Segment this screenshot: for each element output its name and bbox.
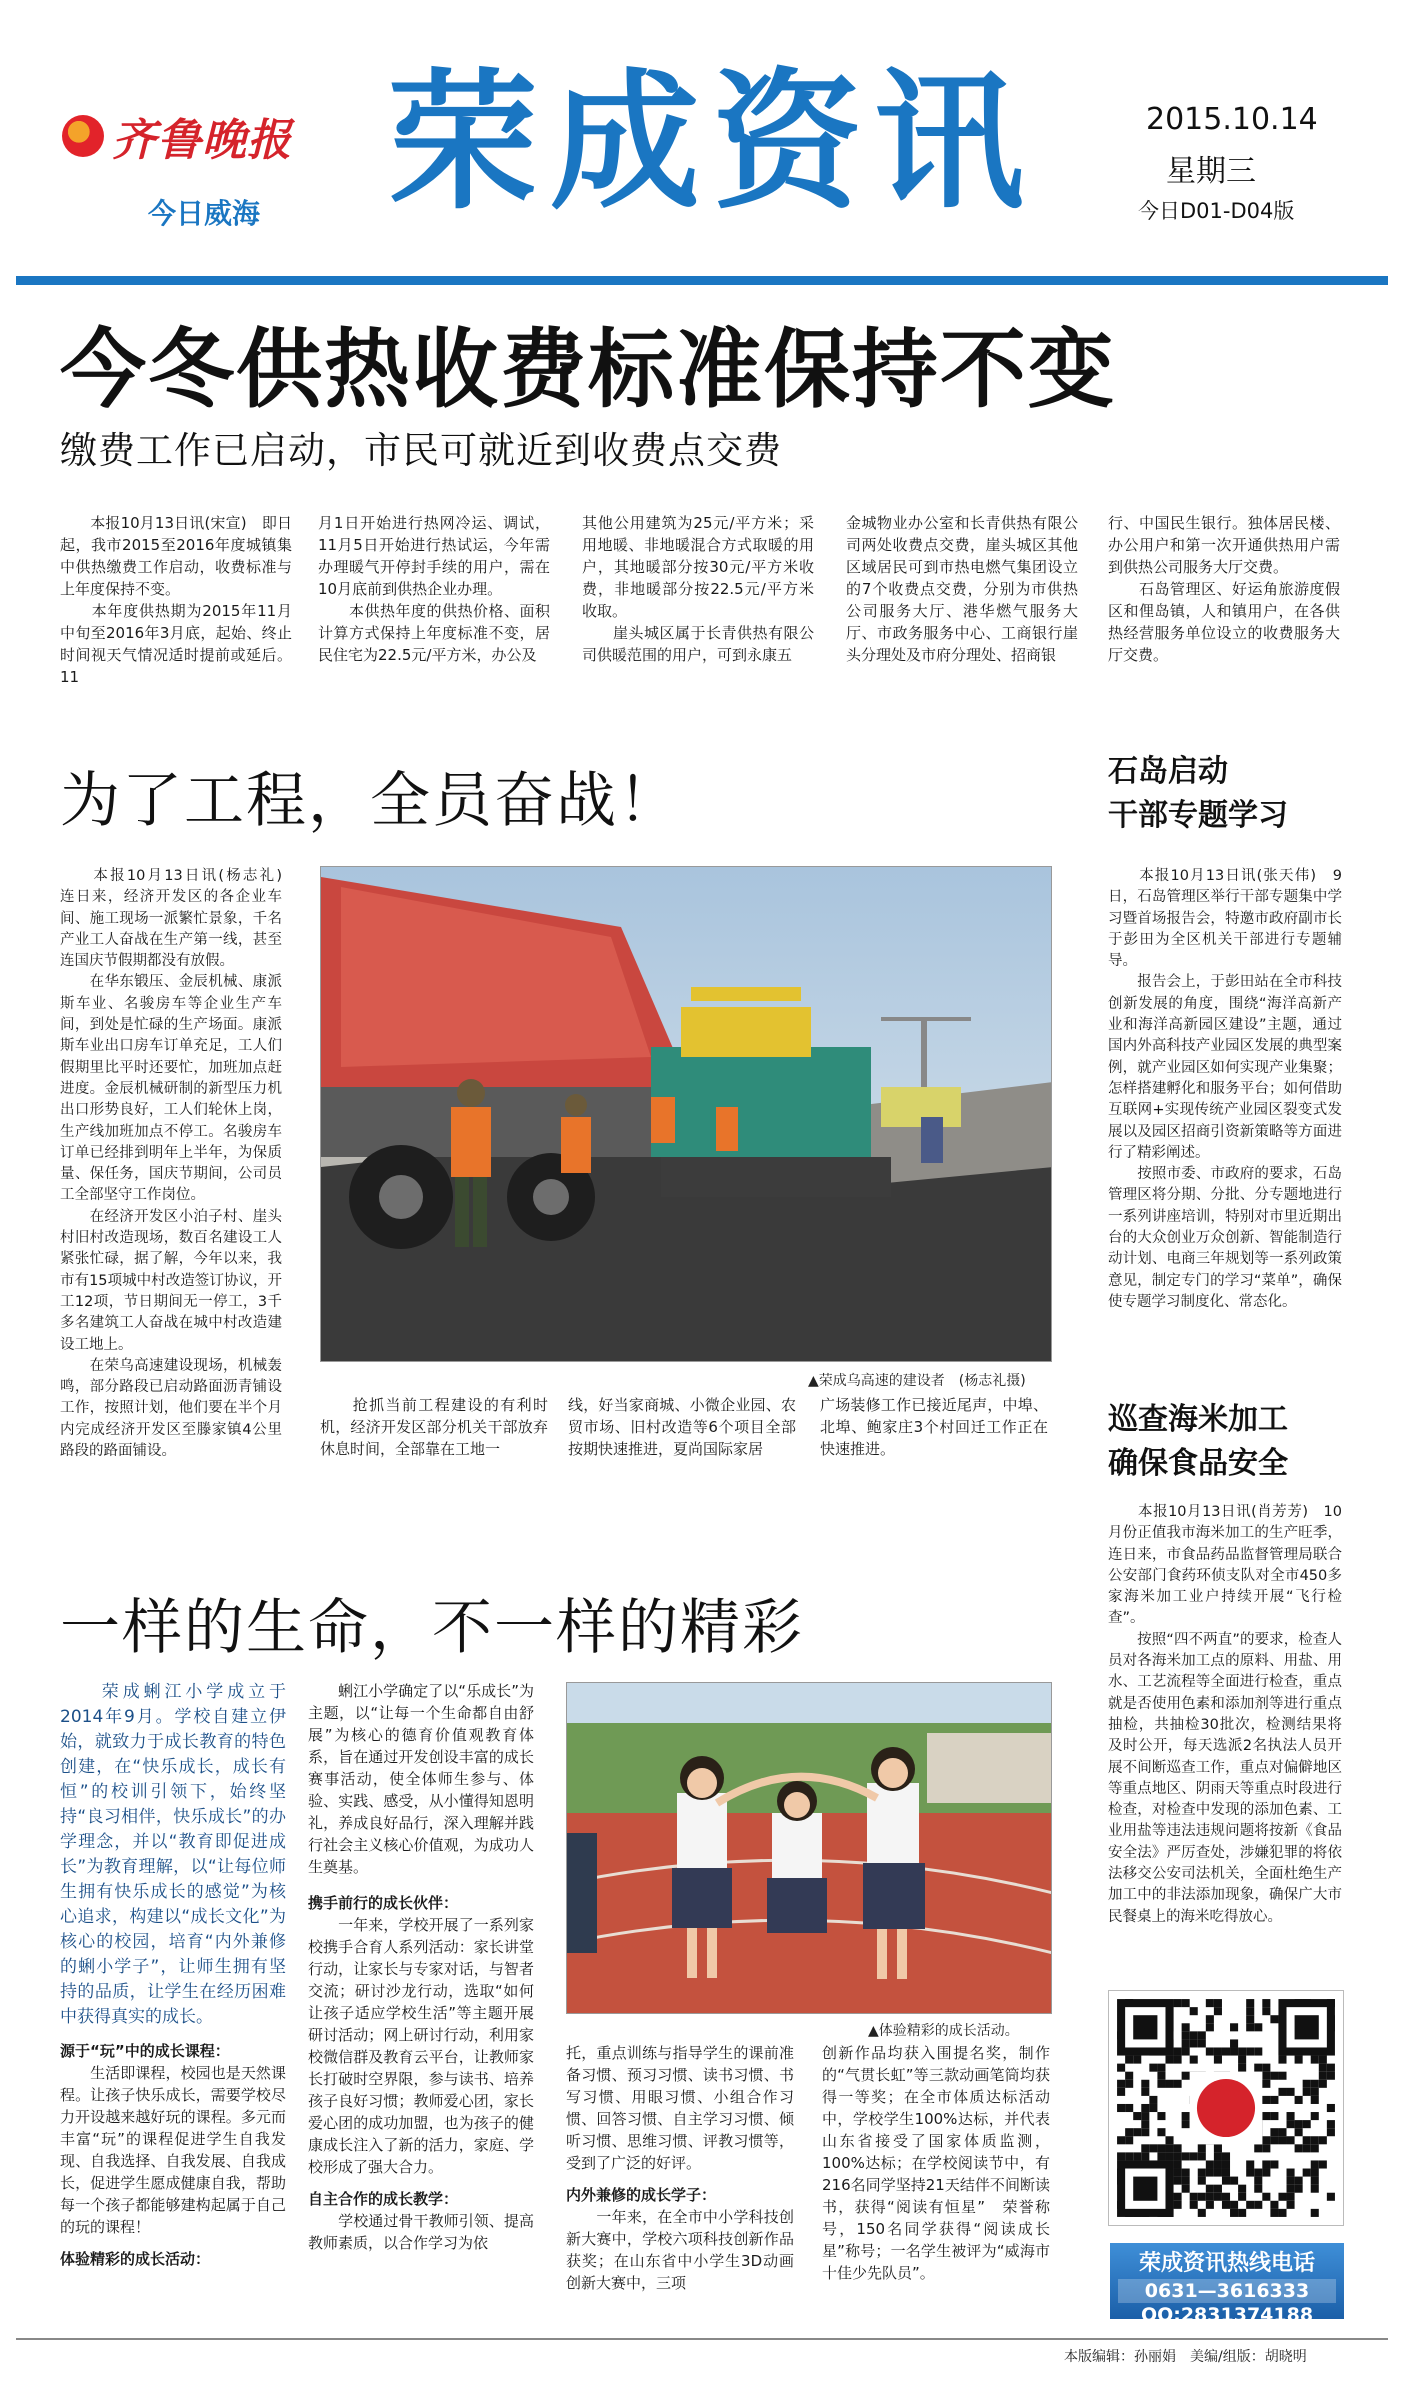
story3-photo-caption: ▲体验精彩的成长活动。 (868, 2023, 1019, 2039)
story3-sub1-title: 源于“玩”中的成长课程： (60, 2042, 230, 2060)
story3-intro: 荣成蜊江小学成立于2014年9月。学校自建立伊始，就致力于成长教育的特色创建，在“快乐成长，成长有恒”的校训引领下，始终坚持“良习相伴，快乐成长”的办学理念，并以“教育即促进成长”为教育理解，以“让每位师生拥有快乐成长的感觉”为核心追求，构建以“成长文化”为核心的校园，培育“内外兼修的蜊小学子”，让师生拥有坚持的品质，让学生在经历困难中获得真实的成长。 (60, 1682, 286, 2027)
masthead-rule (16, 276, 1388, 285)
story2-column-left: 本报10月13日讯(杨志礼) 连日来，经济开发区的各企业车间、施工现场一派繁忙景象，千名产业工人奋战在生产第一线，甚至连国庆节假期都没有放假。 在华东锻压、金辰机械、康派斯车业、名骏房车等企业生产车间，到处是忙碌的生产场面。康派斯车业出口房车订单充足，工人们假期里比平时还要忙，加班加点赶进度。金辰机械研制的新型压力机出口形势良好，工人们轮休上岗，生产线加班加点不停工。名骏房车订单已经排到明年上半年，为保质量、保任务，国庆节期间，公司员工全部坚守工作岗位。 在经济开发区小泊子村、崖头村旧村改造现场，数百名建设工人紧张忙碌，据了解，今年以来，我市有15项城中村改造签订协议，开工12项，节日期间无一停工，3千多名建筑工人奋战在城中村改造建设工地上。 在荣乌高速建设现场，机械轰鸣，部分路段已启动路面沥青铺设工作，按照计划，他们要在半个月内完成经济开发区至滕家镇4公里路段的路面铺设。 (60, 868, 282, 1460)
lead-column-1: 本报10月13日讯(宋宣) 即日起，我市2015至2016年度城镇集中供热缴费工作启动，收费标准与上年度保持不变。 本年度供热期为2015年11月中旬至2016年3月底，起始、终止时间视天气情况适时提前或延后。11 (60, 514, 292, 686)
masthead-title: 荣成资讯 (388, 56, 1037, 230)
side1-headline (1108, 750, 1288, 838)
logo-mark-icon (62, 115, 104, 157)
story3-sub4-title: 自主合作的成长教学： (308, 2190, 459, 2208)
story3-sub4-body: 学校通过骨干教师引领、提高教师素质，以合作学习为依 (308, 2212, 534, 2252)
issue-weekday: 星期三 (1166, 154, 1256, 189)
lead-column-5: 行、中国民生银行。独体居民楼、办公用户和第一次开通供热用户需到供热公司服务大厅交费。 石岛管理区、好运角旅游度假区和俚岛镇，人和镇用户，在各供热经营服务单位设立的收费服务大厅交费。 (1108, 514, 1340, 664)
story3-column-2 (308, 1680, 534, 2254)
hotline-title: 荣成资讯热线电话 (1138, 2251, 1315, 2276)
story2-headline: 为了工程，全员奋战！ (60, 766, 680, 836)
story3-sub1-body: 生活即课程，校园也是天然课程。让孩子快乐成长，需要学校尽力开设越来越好玩的课程。多元而丰富“玩”的课程促进学生自我发现、自我选择、自我发展、自我成长，促进学生愿成健康自我，帮助每一个孩子都能够建构起属于自己的玩的课程！ (60, 2064, 286, 2236)
hotline-phone: 0631—3616333 (1118, 2279, 1336, 2303)
story3-col2-top: 蜊江小学确定了以“乐成长”为主题，以“让每一个生命都自由舒展”为核心的德育价值观教育体系，旨在通过开发创设丰富的成长赛事活动，使全体师生参与、体验、实践、感受，从小懂得知恩明礼，养成良好品行，深入理解并践行社会主义核心价值观，为成功人生奠基。 (308, 1682, 534, 1876)
story2-column-4: 广场装修工作已接近尾声，中埠、北埠、鲍家庄3个村回迁工作正在快速推进。 (820, 1396, 1048, 1458)
lead-headline: 今冬供热收费标准保持不变 (60, 320, 1116, 420)
side2-headline-line1: 巡查海米加工 (1108, 1402, 1288, 1437)
story3-col3: 托，重点训练与指导学生的课前准备习惯、预习习惯、读书习惯、书写习惯、用眼习惯、小组合作习惯、回答习惯、自主学习习惯、倾听习惯、思维习惯、评教习惯等，受到了广泛的好评。 (566, 2044, 794, 2172)
story3-sub5-body: 一年来，在全市中小学科技创新大赛中，学校六项科技创新作品获奖；在山东省中小学生3D动画创新大赛中，三项 (566, 2208, 794, 2292)
lead-subhead: 缴费工作已启动，市民可就近到收费点交费 (60, 429, 782, 472)
today-weihai-label: 今日威海 (148, 197, 261, 230)
issue-edition: 今日D01-D04版 (1138, 199, 1295, 223)
side1-body: 本报10月13日讯(张天伟) 9日，石岛管理区举行干部专题集中学习暨首场报告会，特邀市政府副市长于彭田为全区机关干部进行专题辅导。 报告会上，于彭田站在全市科技创新发展的角度，围绕“海洋高新产业和海洋高新园区建设”主题，通过国内外高科技产业园区发展的典型案例，就产业园区如何实现产业集聚；怎样搭建孵化和服务平台；如何借助互联网+实现传统产业园区裂变式发展以及园区招商引资新策略等方面进行了精彩阐述。 按照市委、市政府的要求，石岛管理区将分期、分批、分专题地进行一系列讲座培训，特别对市里近期出台的大众创业万众创新、智能制造行动计划、电商三年规划等一系列政策意见，制定专门的学习“菜单”，确保使专题学习制度化、常态化。 (1108, 868, 1342, 1310)
side2-headline (1108, 1398, 1288, 1486)
footer-rule (16, 2338, 1388, 2340)
story2-photo-caption: ▲荣成乌高速的建设者 (杨志礼摄) (808, 1373, 1026, 1389)
hotline-banner (1110, 2243, 1344, 2326)
qr-code-pattern-icon (1109, 1991, 1343, 2225)
road-paving-photo (320, 866, 1052, 1362)
side1-headline-line1: 石岛启动 (1108, 754, 1228, 789)
road-paving-illustration (321, 867, 1052, 1362)
side1-headline-line2: 干部专题学习 (1108, 798, 1288, 833)
page-footer-credits: 本版编辑：孙丽娟 美编/组版：胡晓明 (1064, 2349, 1307, 2365)
story2-column-2: 抢抓当前工程建设的有利时机，经济开发区部分机关干部放弃休息时间，全部靠在工地一 (320, 1396, 548, 1458)
qr-code[interactable] (1108, 1990, 1344, 2226)
story3-column-3 (566, 2042, 794, 2294)
story3-column-4: 创新作品均获入围提名奖，制作的“气贯长虹”等三款动画笔筒均获得一等奖；在全市体质达标活动中，学校学生100%达标，并代表山东省接受了国家体质监测，100%达标；在学校阅读节中，有216名同学坚持21天结伴不间断读书，获得“阅读有恒星” 荣誉称号，150名同学获得“阅读成长星”称号；一名学生被评为“威海市十佳少先队员”。 (822, 2044, 1050, 2282)
story3-sub3-body: 一年来，学校开展了一系列家校携手合育人系列活动：家长讲堂行动，让家长与专家对话，与智者交流；研讨沙龙行动，选取“如何让孩子适应学校生活”等主题开展研讨活动；网上研讨行动，利用家校微信群及教育云平台，让教师家长打破时空界限，参与读书、培养孩子良好习惯；教师爱心团，家长爱心团的成功加盟，也为孩子的健康成长注入了新的活力，家庭、学校形成了强大合力。 (308, 1916, 534, 2176)
lead-column-2: 月1日开始进行热网冷运、调试，11月5日开始进行热试运，今年需办理暖气开停封手续的用户，需在10月底前到供热企业办理。 本供热年度的供热价格、面积计算方式保持上年度标准不变，居民住宅为22.5元/平方米，办公及 (318, 514, 550, 664)
lead-column-3: 其他公用建筑为25元/平方米；采用地暖、非地暖混合方式取暖的用户，其地暖部分按30元/平方米收费，非地暖部分按22.5元/平方米收取。 崖头城区属于长青供热有限公司供暖范围的用户，可到永康五 (582, 514, 814, 664)
story3-column-1 (60, 1680, 286, 2270)
children-activity-photo (566, 1682, 1052, 2014)
logo-text: 齐鲁晚报 (112, 115, 292, 166)
lead-column-4: 金城物业办公室和长青供热有限公司两处收费点交费，崖头城区其他区域居民可到市热电燃气集团设立的7个收费点交费，分别为市供热公司服务大厅、港华燃气服务大厅、市政务服务中心、工商银行崖头分理处及市府分理处、招商银 (846, 514, 1078, 664)
issue-date: 2015.10.14 (1146, 102, 1318, 137)
story3-sub2-title: 体验精彩的成长活动： (60, 2250, 211, 2268)
qilu-evening-news-logo (62, 108, 312, 164)
side2-headline-line2: 确保食品安全 (1108, 1446, 1288, 1481)
story3-headline: 一样的生命，不一样的精彩 (60, 1593, 804, 1663)
children-activity-illustration (567, 1683, 1052, 2014)
story2-column-3: 线，好当家商城、小微企业园、农贸市场、旧村改造等6个项目全部按期快速推进，夏尚国际家居 (568, 1396, 796, 1458)
story3-sub5-title: 内外兼修的成长学子： (566, 2186, 717, 2204)
hotline-qq: QQ:2831374188 (1140, 2304, 1314, 2326)
story3-sub3-title: 携手前行的成长伙伴： (308, 1894, 459, 1912)
side2-body: 本报10月13日讯(肖芳芳) 10月份正值我市海米加工的生产旺季，连日来，市食品药品监督管理局联合公安部门食药环侦支队对全市450多家海米加工业户持续开展“飞行检查”。 按照“四不两直”的要求，检查人员对各海米加工点的原料、用盐、用水、工艺流程等全面进行检查，重点就是否使用色素和添加剂等进行重点抽检，共抽检30批次，检测结果将及时公开，每天选派2名执法人员开展不间断巡查工作，重点对偏僻地区等重点地区、阴雨天等重点时段进行检查，对检查中发现的添加色素、工业用盐等违法违规问题将按新《食品安全法》严厉查处，涉嫌犯罪的将依法移交公安司法机关，全面杜绝生产加工中的非法添加现象，确保广大市民餐桌上的海米吃得放心。 (1108, 1504, 1342, 1925)
